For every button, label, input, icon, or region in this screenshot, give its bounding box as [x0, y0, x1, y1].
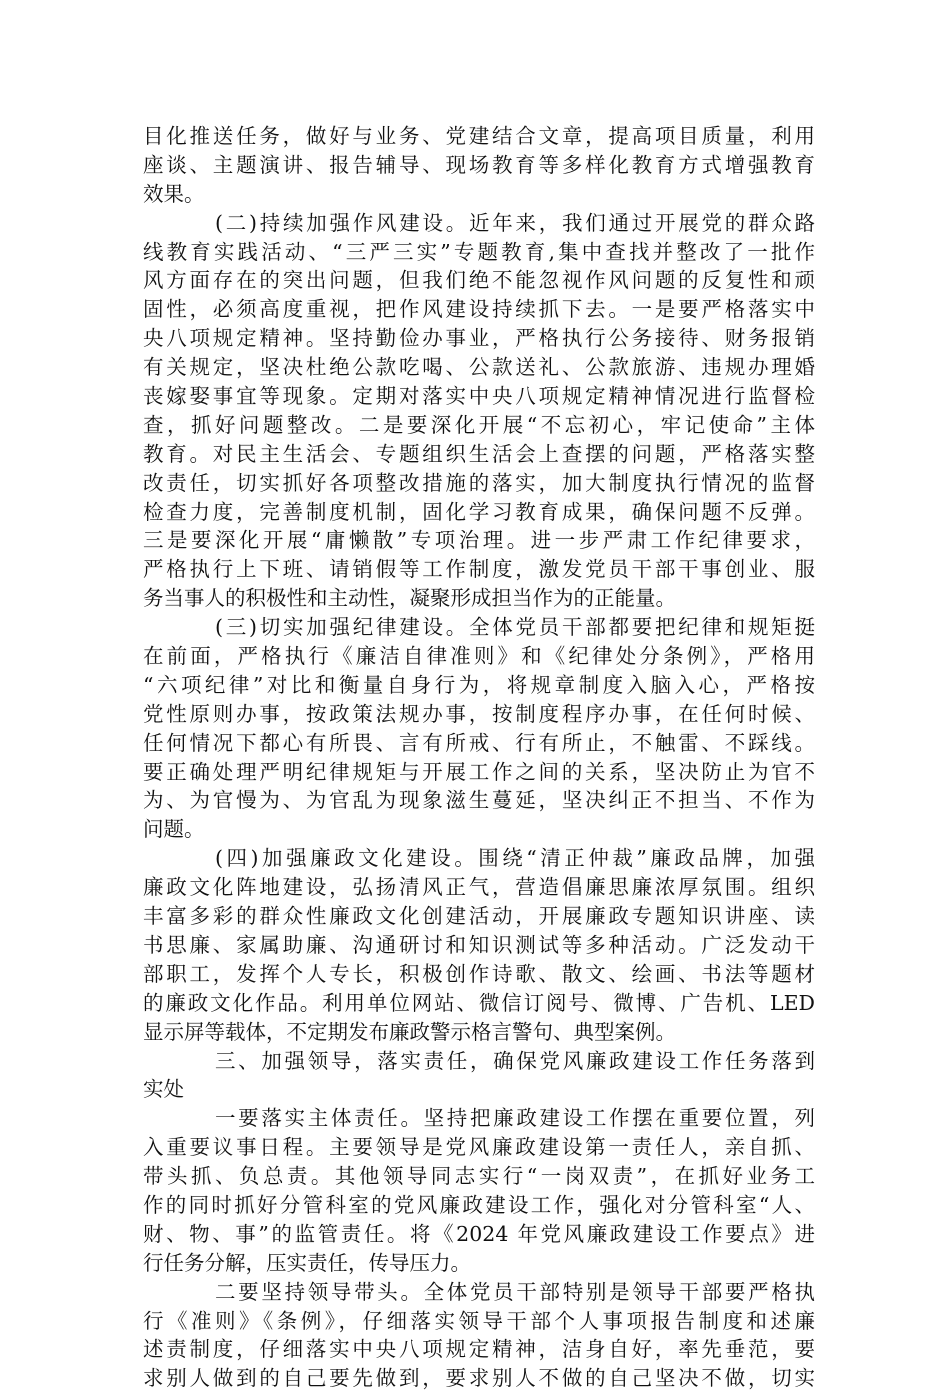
text-line: 一要落实主体责任。坚持把廉政建设工作摆在重要位置，列: [215, 1106, 815, 1131]
text-line: 显示屏等载体，不定期发布廉政警示格言警句、典型案例。: [143, 1019, 676, 1044]
text-line: 严格执行上下班、请销假等工作制度，激发党员干部干事创业、服: [143, 557, 815, 582]
text-line: 座谈、主题演讲、报告辅导、现场教育等多样化教育方式增强教育: [143, 152, 815, 177]
text-line: 线教育实践活动、“三严三实”专题教育,集中查找并整改了一批作: [143, 239, 815, 264]
text-line: 丰富多彩的群众性廉政文化创建活动，开展廉政专题知识讲座、读: [143, 904, 815, 929]
text-line: 教育。对民主生活会、专题组织生活会上查摆的问题，严格落实整: [143, 441, 815, 466]
text-line: 三是要深化开展“庸懒散”专项治理。进一步严肃工作纪律要求，: [143, 528, 815, 553]
text-line: 在前面，严格执行《廉洁自律准则》和《纪律处分条例》，严格用: [143, 644, 815, 669]
document-page: [143, 122, 815, 1393]
text-line: 行任务分解，压实责任，传导压力。: [143, 1250, 471, 1275]
text-line: (三)切实加强纪律建设。全体党员干部都要把纪律和规矩挺: [215, 615, 815, 640]
text-line: 作的同时抓好分管科室的党风廉政建设工作，强化对分管科室“人、: [143, 1192, 815, 1217]
text-line: 述责制度，仔细落实中央八项规定精神，洁身自好，率先垂范，要: [143, 1337, 815, 1362]
text-line: 任何情况下都心有所畏、言有所戒、行有所止，不触雷、不踩线。: [143, 730, 815, 755]
text-line: (二)持续加强作风建设。近年来，我们通过开展党的群众路: [215, 210, 815, 235]
text-line: 央八项规定精神。坚持勤俭办事业，严格执行公务接待、财务报销: [143, 326, 815, 351]
text-line: 要正确处理严明纪律规矩与开展工作之间的关系，坚决防止为官不: [143, 759, 815, 784]
text-line: 查，抓好问题整改。二是要深化开展“不忘初心，牢记使命”主体: [143, 412, 815, 437]
text-line: 问题。: [143, 817, 205, 842]
text-line: 风方面存在的突出问题，但我们绝不能忽视作风问题的反复性和顽: [143, 268, 815, 293]
text-line: 务当事人的积极性和主动性，凝聚形成担当作为的正能量。: [143, 586, 676, 611]
text-line: “六项纪律”对比和衡量自身行为，将规章制度入脑入心，严格按: [143, 672, 815, 697]
text-line: 财、物、事”的监管责任。将《2024 年党风廉政建设工作要点》进: [143, 1221, 815, 1246]
text-line: 书思廉、家属助廉、沟通研讨和知识测试等多种活动。广泛发动干: [143, 932, 815, 957]
text-line: 实处: [143, 1077, 184, 1102]
text-line: 党性原则办事，按政策法规办事，按制度程序办事，在任何时候、: [143, 701, 815, 726]
text-line: 效果。: [143, 181, 205, 206]
text-line: 为、为官慢为、为官乱为现象滋生蔓延，坚决纠正不担当、不作为: [143, 788, 815, 813]
text-line: 带头抓、负总责。其他领导同志实行“一岗双责”，在抓好业务工: [143, 1164, 815, 1189]
text-line: 检查力度，完善制度机制，固化学习教育成果，确保问题不反弹。: [143, 499, 815, 524]
text-line: 行《准则》《条例》，仔细落实领导干部个人事项报告制度和述廉: [143, 1308, 815, 1333]
text-line: (四)加强廉政文化建设。围绕“清正仲裁”廉政品牌，加强: [215, 846, 815, 871]
text-line: 部职工，发挥个人专长，积极创作诗歌、散文、绘画、书法等题材: [143, 961, 815, 986]
text-line: 固性，必须高度重视，把作风建设持续抓下去。一是要严格落实中: [143, 297, 815, 322]
text-line: 三、加强领导，落实责任，确保党风廉政建设工作任务落到: [215, 1048, 815, 1073]
text-line: 廉政文化阵地建设，弘扬清风正气，营造倡廉思廉浓厚氛围。组织: [143, 875, 815, 900]
text-line: 改责任，切实抓好各项整改措施的落实，加大制度执行情况的监督: [143, 470, 815, 495]
text-line: 有关规定，坚决杜绝公款吃喝、公款送礼、公款旅游、违规办理婚: [143, 355, 815, 380]
text-line: 求别人做到的自己要先做到，要求别人不做的自己坚决不做，切实: [143, 1366, 815, 1391]
text-line: 丧嫁娶事宜等现象。定期对落实中央八项规定精神情况进行监督检: [143, 384, 815, 409]
text-line: 的廉政文化作品。利用单位网站、微信订阅号、微博、广告机、LED: [143, 990, 815, 1015]
text-line: 入重要议事日程。主要领导是党风廉政建设第一责任人，亲自抓、: [143, 1135, 815, 1160]
text-line: 二要坚持领导带头。全体党员干部特别是领导干部要严格执: [215, 1279, 815, 1304]
text-line: 目化推送任务，做好与业务、党建结合文章，提高项目质量，利用: [143, 124, 815, 148]
